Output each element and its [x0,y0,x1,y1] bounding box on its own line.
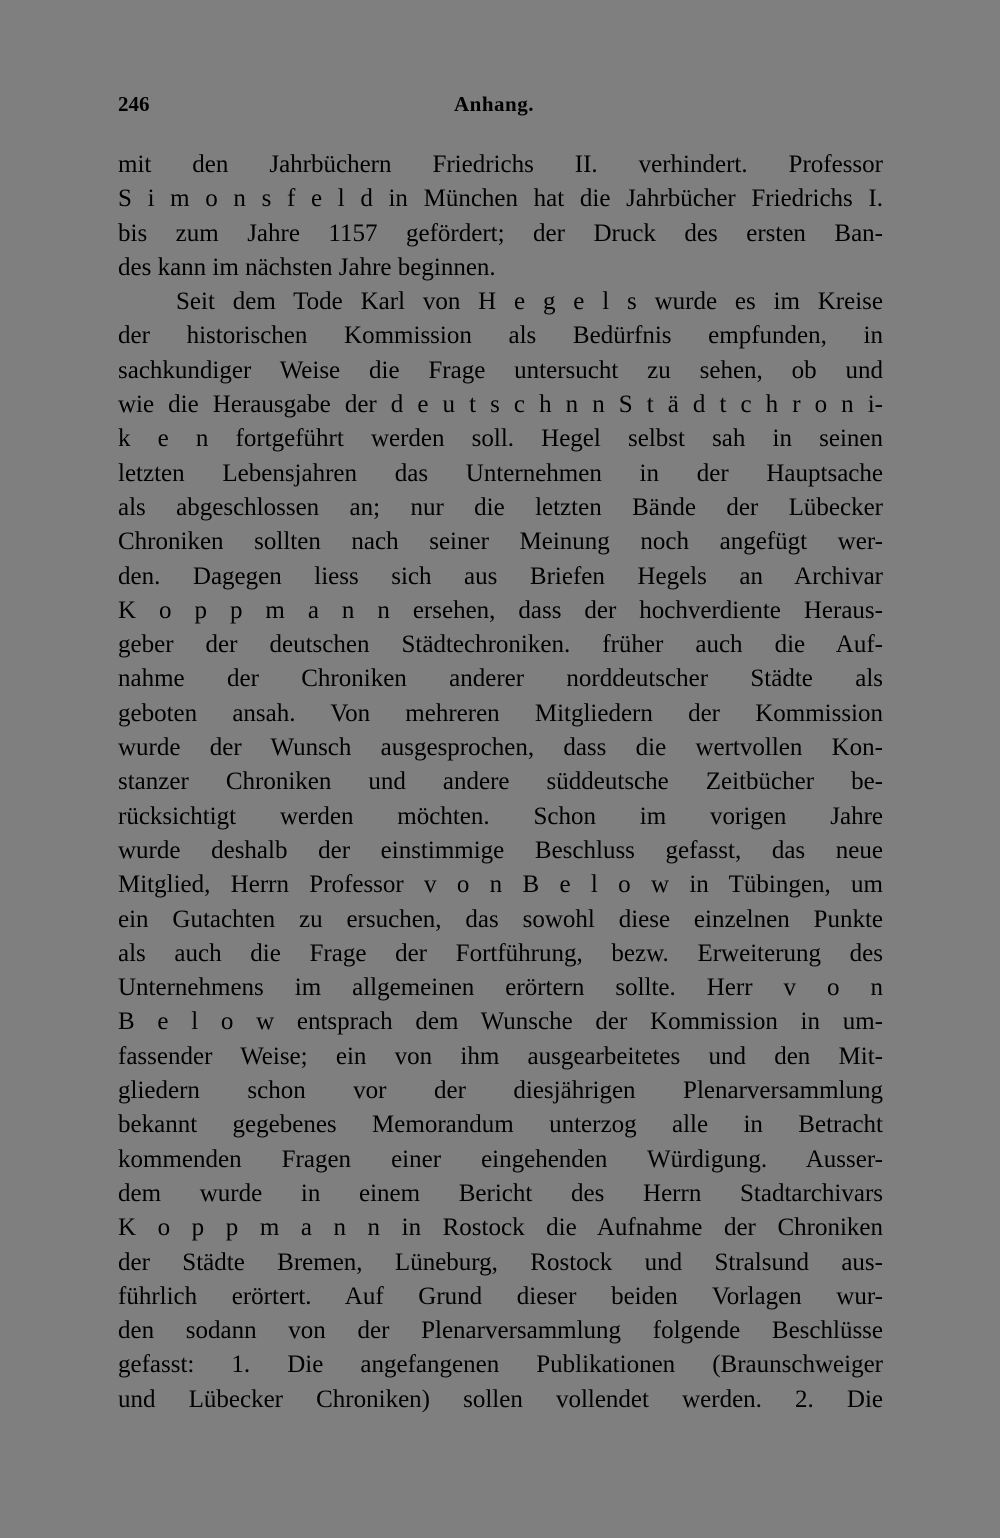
text-line: stanzer Chroniken und andere süddeutsche Zeitbücher be- [118,768,883,796]
text-line: führlich erörtert. Auf Grund dieser beiden Vorlagen wur- [118,1282,883,1310]
paragraph [118,148,883,285]
text-line: S i m o n s f e l d in München hat die Jahrbücher Friedrichs I. [118,185,883,213]
text-line: Seit dem Tode Karl von H e g e l s wurde es im Kreise [176,288,883,316]
text-line: kommenden Fragen einer eingehenden Würdigung. Ausser- [118,1145,883,1173]
text-line: B e l o w entsprach dem Wunsche der Kommission in um- [118,1008,883,1036]
text-line: geber der deutschen Städtechroniken. früher auch die Auf- [118,631,883,659]
text-line: und Lübecker Chroniken) sollen vollendet werden. 2. Die [118,1385,883,1413]
text-line: rücksichtigt werden möchten. Schon im vorigen Jahre [118,802,883,830]
text-line: k e n fortgeführt werden soll. Hegel selbst sah in seinen [118,425,883,453]
text-line: K o p p m a n n ersehen, dass der hochverdiente Heraus- [118,596,883,624]
text-line: Mitglied, Herrn Professor v o n B e l o w in Tübingen, um [118,871,883,899]
text-line: geboten ansah. Von mehreren Mitgliedern der Kommission [118,699,883,727]
text-line: Chroniken sollten nach seiner Meinung noch angefügt wer- [118,528,883,556]
text-line: der historischen Kommission als Bedürfnis empfunden, in [118,322,883,350]
text-line: ein Gutachten zu ersuchen, das sowohl diese einzelnen Punkte [118,905,883,933]
page-header [118,92,883,126]
text-line: wurde deshalb der einstimmige Beschluss gefasst, das neue [118,836,883,864]
text-line: den. Dagegen liess sich aus Briefen Hegels an Archivar [118,562,883,590]
text-line: gliedern schon vor der diesjährigen Plenarversammlung [118,1077,883,1105]
text-line: als abgeschlossen an; nur die letzten Bände der Lübecker [118,493,883,521]
text-line: sachkundiger Weise die Frage untersucht zu sehen, ob und [118,356,883,384]
text-line: des kann im nächsten Jahre beginnen. [118,253,496,281]
text-line: wurde der Wunsch ausgesprochen, dass die wertvollen Kon- [118,734,883,762]
running-head: Anhang. [454,92,534,116]
text-line: mit den Jahrbüchern Friedrichs II. verhindert. Professor [118,151,883,178]
text-line: nahme der Chroniken anderer norddeutscher Städte als [118,665,883,693]
text-line: der Städte Bremen, Lüneburg, Rostock und Stralsund aus- [118,1248,883,1276]
text-line: dem wurde in einem Bericht des Herrn Stadtarchivars [118,1179,883,1207]
text-line: den sodann von der Plenarversammlung folgende Beschlüsse [118,1317,883,1345]
text-line: wie die Herausgabe der d e u t s c h n n S t ä d t c h r o n i- [118,391,883,419]
text-line: bekannt gegebenes Memorandum unterzog alle in Betracht [118,1111,883,1139]
text-line: als auch die Frage der Fortführung, bezw. Erweiterung des [118,939,883,967]
text-line: K o p p m a n n in Rostock die Aufnahme der Chroniken [118,1214,883,1242]
text-line: gefasst: 1. Die angefangenen Publikationen (Braunschweiger [118,1351,883,1379]
page-number: 246 [118,92,150,116]
body-text [118,148,883,1417]
text-line: bis zum Jahre 1157 gefördert; der Druck des ersten Ban- [118,219,883,247]
text-line: Unternehmens im allgemeinen erörtern sollte. Herr v o n [118,974,883,1002]
text-line: fassender Weise; ein von ihm ausgearbeitetes und den Mit- [118,1042,883,1070]
text-line: letzten Lebensjahren das Unternehmen in der Hauptsache [118,459,883,487]
paragraph [118,285,883,1417]
